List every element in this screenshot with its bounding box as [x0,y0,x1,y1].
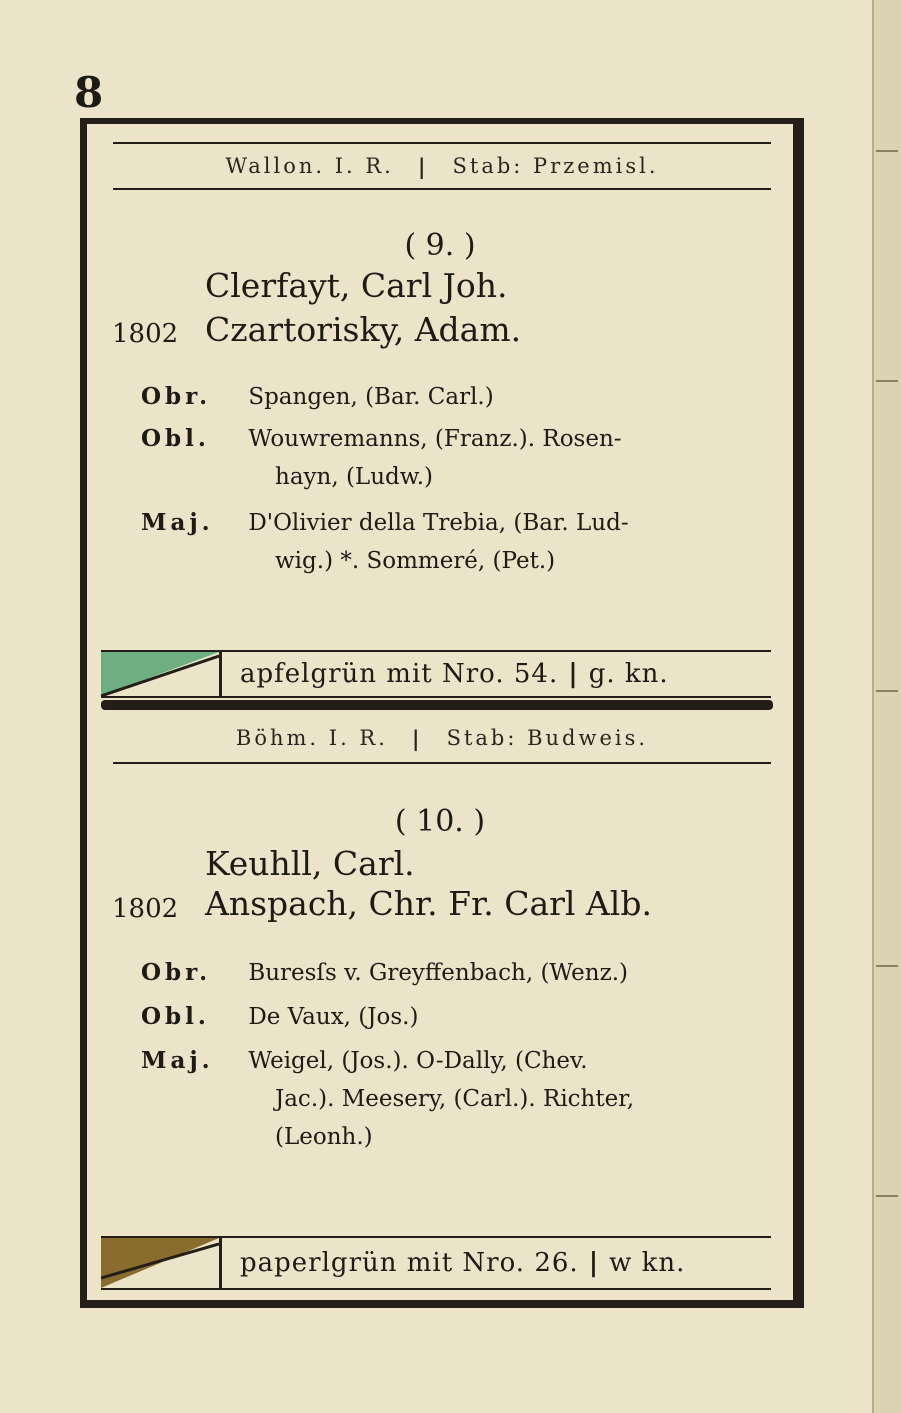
facing-bar [101,650,771,698]
officer-row [141,998,769,1036]
regiment-second-owner: Anspach, Chr. Fr. Carl Alb. [205,884,652,923]
regiment-owner: Clerfayt, Carl Joh. [205,266,508,305]
swatch-graphic [101,652,219,696]
page-edge [872,0,901,1413]
regiment-name: Böhm. I. R. [235,726,388,750]
facing-separator: | [588,1248,600,1278]
header-separator: | [417,153,429,179]
officer-names-cont: hayn, (Ludw.) [275,464,433,490]
officer-names: Wouwremanns, (Franz.). Rosen- [248,426,622,452]
regiment-entry [87,714,793,1304]
edge-mark [876,380,898,382]
facing-description [240,659,669,689]
officer-names: Spangen, (Bar. Carl.) [248,384,494,410]
regiment-second-owner: Czartorisky, Adam. [205,310,522,349]
officer-names: Buresſs v. Greyffenbach, (Wenz.) [248,960,629,986]
swatch-graphic [101,1238,219,1288]
officer-row [141,504,769,580]
officer-names-cont: (Leonh.) [275,1124,373,1150]
page-number: 8 [74,68,104,117]
regiment-header [113,714,771,764]
edge-mark [876,965,898,967]
swatch-fill [101,1238,219,1288]
edge-mark [876,150,898,152]
officer-rank: Obr. [141,383,212,410]
regiment-owner: Keuhll, Carl. [205,844,415,883]
officer-row [141,420,769,496]
regiment-staff: Stab: Przemisl. [452,154,659,178]
owner-year: 1802 [112,894,179,924]
officer-names: De Vaux, (Jos.) [248,1004,419,1030]
entry-divider [101,700,773,710]
officer-names-cont: wig.) *. Sommeré, (Pet.) [275,548,556,574]
button-type: w kn. [609,1248,686,1278]
officer-row [141,378,769,416]
facing-color: apfelgrün mit Nro. 54. [240,659,559,689]
regiment-number: ( 10. ) [394,804,486,839]
officer-names: Weigel, (Jos.). O-Dally, (Chev. [248,1048,588,1074]
regiment-staff: Stab: Budweis. [446,726,649,750]
officer-rank: Obl. [141,1003,210,1030]
officer-rank: Obl. [141,425,210,452]
officer-row [141,954,769,992]
owner-year: 1802 [112,319,179,349]
regiment-header [113,142,771,190]
header-separator: | [411,725,423,751]
facing-color-swatch [101,1238,222,1288]
button-type: g. kn. [588,659,669,689]
edge-mark [876,690,898,692]
regiment-table-frame [80,118,804,1308]
officer-names-cont: Jac.). Meesery, (Carl.). Richter, [275,1086,635,1112]
officer-names: D'Olivier della Trebia, (Bar. Lud- [248,510,629,536]
facing-separator: | [568,659,579,689]
facing-bar [101,1236,771,1290]
officer-rank: Maj. [141,509,214,536]
officer-rank: Obr. [141,959,212,986]
officer-rank: Maj. [141,1047,214,1074]
officer-row [141,1042,769,1156]
regiment-entry [87,124,793,714]
regiment-number: ( 9. ) [404,228,476,263]
regiment-name: Wallon. I. R. [225,154,394,178]
facing-description [240,1248,685,1278]
facing-color: paperlgrün mit Nro. 26. [240,1248,579,1278]
facing-color-swatch [101,652,222,696]
edge-mark [876,1195,898,1197]
